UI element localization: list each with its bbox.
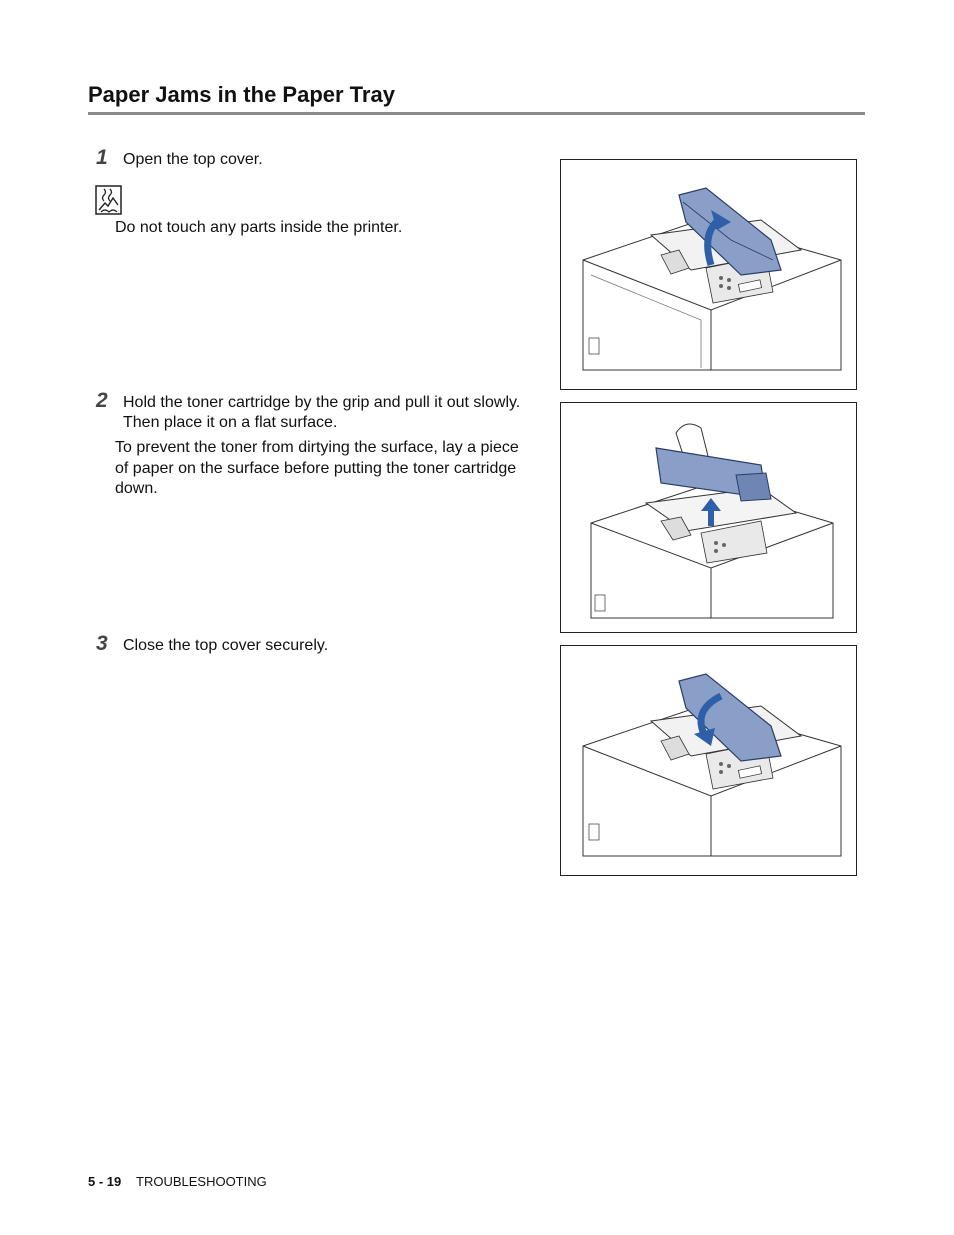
footer-section: TROUBLESHOOTING — [136, 1174, 267, 1189]
figure-close-cover — [560, 645, 857, 876]
page-title: Paper Jams in the Paper Tray — [88, 82, 395, 107]
step-1-number: 1 — [96, 146, 108, 169]
step-2-number: 2 — [96, 389, 108, 412]
step-2-text-line1: Hold the toner cartridge by the grip and pull it out slowly. — [123, 394, 521, 411]
printer-open-cover-icon — [561, 160, 856, 389]
step-1-text: Open the top cover. — [123, 151, 263, 168]
step-2-note-line3: down. — [115, 480, 158, 497]
step-3-text: Close the top cover securely. — [123, 637, 329, 654]
printer-close-cover-icon — [561, 646, 856, 875]
step-2-note-line1: To prevent the toner from dirtying the surface, lay a piece — [115, 439, 519, 456]
figure-remove-toner — [560, 402, 857, 633]
step-3-number: 3 — [96, 632, 108, 655]
caution-text: Do not touch any parts inside the printer. — [115, 219, 403, 236]
hot-surface-caution-icon — [95, 185, 122, 215]
footer-page-number: 5 - 19 — [88, 1174, 122, 1189]
step-2-text-line2: Then place it on a flat surface. — [123, 414, 338, 431]
figure-open-cover — [560, 159, 857, 390]
title-rule — [88, 112, 865, 115]
step-2-note-line2: of paper on the surface before putting the toner cartridge — [115, 460, 517, 477]
printer-remove-toner-icon — [561, 403, 856, 632]
